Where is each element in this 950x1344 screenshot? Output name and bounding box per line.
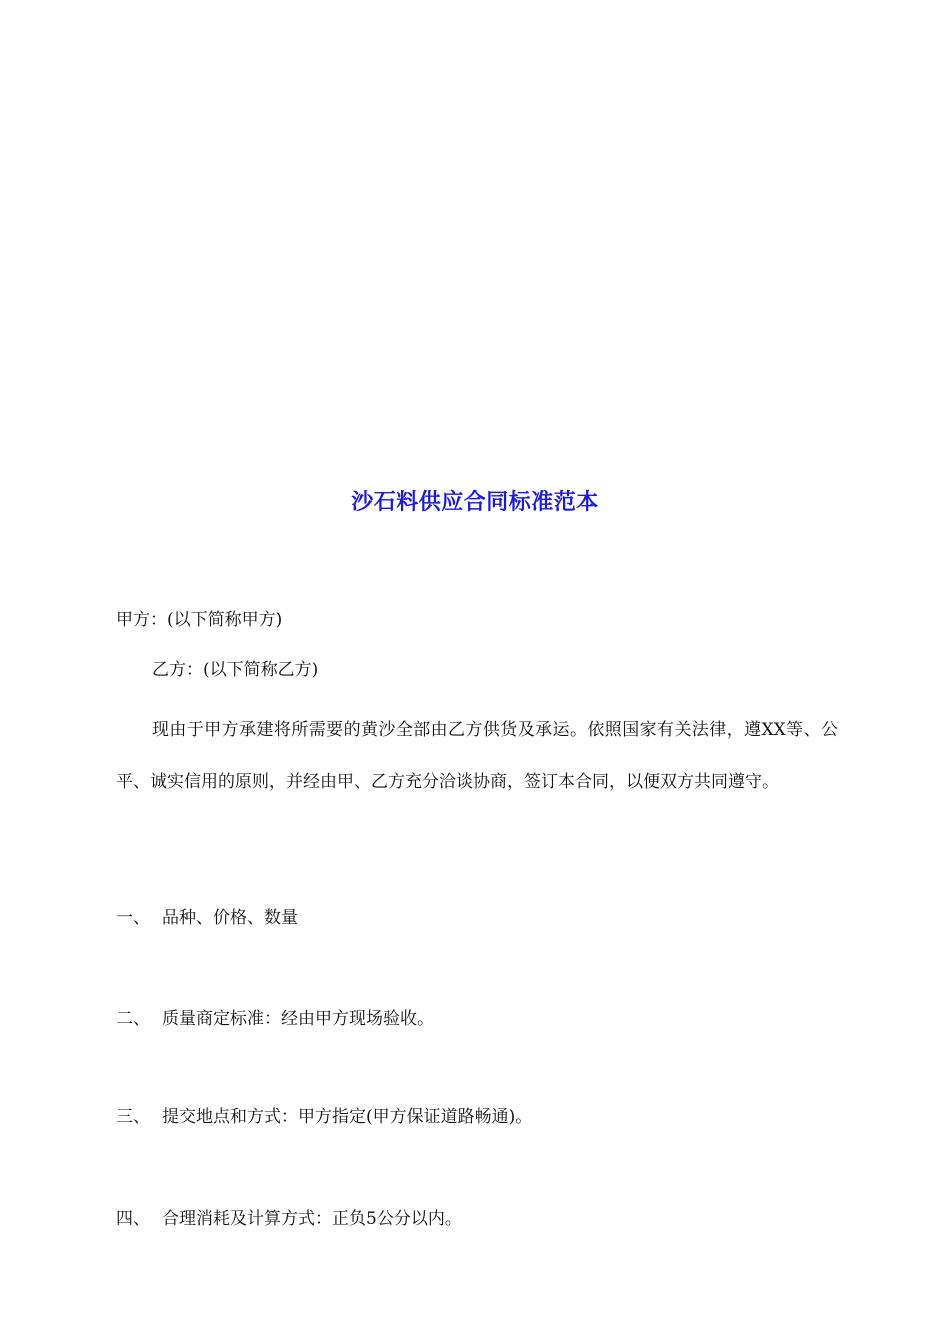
clause-2 <box>116 1008 434 1030</box>
clause-number: 三、 <box>116 1107 150 1127</box>
clause-3 <box>116 1106 532 1128</box>
clause-text: 提交地点和方式：甲方指定(甲方保证道路畅通)。 <box>162 1107 533 1127</box>
clause-text: 质量商定标准：经由甲方现场验收。 <box>162 1009 434 1029</box>
clause-1 <box>116 907 298 929</box>
party-b-line: 乙方：(以下简称乙方) <box>152 660 319 680</box>
clause-text: 品种、价格、数量 <box>162 908 298 928</box>
clause-number: 四、 <box>116 1209 150 1229</box>
clause-4 <box>116 1208 462 1230</box>
document-title: 沙石料供应合同标准范本 <box>351 490 599 515</box>
clause-number: 二、 <box>116 1009 150 1029</box>
intro-paragraph: 现由于甲方承建将所需要的黄沙全部由乙方供货及承运。依照国家有关法律，遵XX等、公平、诚实信用的原则，并经由甲、乙方充分洽谈协商，签订本合同，以便双方共同遵守。 <box>116 720 838 792</box>
party-a-line: 甲方：(以下简称甲方) <box>116 610 283 630</box>
clause-number: 一、 <box>116 908 150 928</box>
clause-text: 合理消耗及计算方式：正负5公分以内。 <box>162 1209 462 1229</box>
